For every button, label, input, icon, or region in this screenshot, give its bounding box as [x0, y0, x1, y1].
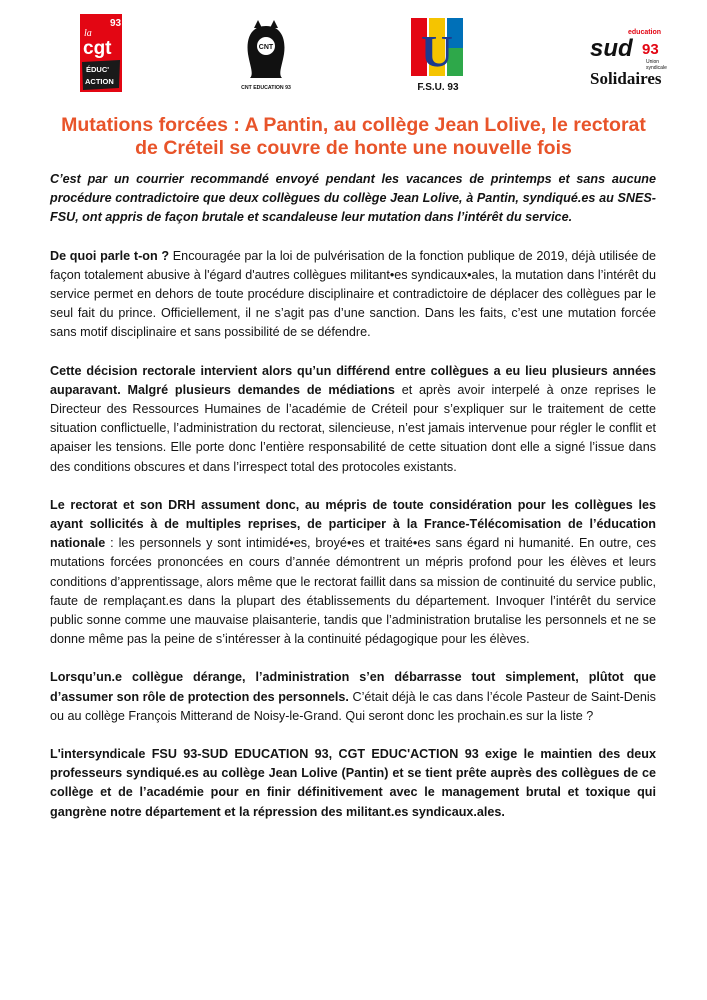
- fsu-letter: U: [421, 27, 453, 76]
- cnt-education-logo: [240, 18, 292, 92]
- sud-top: education: [628, 29, 662, 36]
- paragraph-2-lead: De quoi parle t-on ?: [50, 248, 170, 263]
- paragraph-5: [50, 668, 656, 726]
- closing-paragraph: [50, 745, 656, 822]
- sud-brand: sud: [590, 35, 633, 62]
- sud-education-solidaires-logo: [588, 26, 678, 88]
- paragraph-4: [50, 496, 656, 650]
- paragraph-2: [50, 247, 656, 343]
- cnt-caption: CNT EDUCATION 93: [241, 85, 291, 91]
- sud-bottom: Solidaires: [590, 69, 662, 88]
- closing-paragraph-text: L'intersyndicale FSU 93-SUD EDUCATION 93, CGT EDUC'ACTION 93 exige le maintien des deux professeurs syndiqué.es au collège Jean Lolive (Pantin) et se tient prête auprès des collègues de ce collège et de l’académie pour en finir définitivement avec le management brutal et toxique qui gangrène notre département et la répression des militant.es syndicaux.ales.: [50, 747, 656, 819]
- paragraph-3: [50, 362, 656, 477]
- paragraph-4-text: : les personnels y sont intimidé•es, broyé•es et traité•es sans égard ni humanité. En outre, ces mutations forcées prononcées en cours d’année démontrent un mépris profond pour les élèves et leurs conditions d’apprentissage, alors même que le rectorat faillit dans sa mission de continuité du service public, faute de remplaçant.es dans la plupart des établissements du département. Invoquer l’intérêt du service public sonne comme une mauvaise plaisanterie, tandis que l’administration brutalise les personnels et ne se donne même pas la peine de s’intéresser à la continuité pédagogique pour les élèves.: [50, 536, 656, 647]
- cgt-brand: cgt: [83, 38, 112, 59]
- intro-paragraph: C’est par un courrier recommandé envoyé pendant les vacances de printemps et sans aucune procédure contradictoire que deux collègues du collège Jean Lolive, à Pantin, syndiqué.es au SNES-FSU, ont appris de façon brutale et scandaleuse leur mutation dans l’intérêt du service.: [50, 172, 656, 225]
- cgt-educ: ÉDUC': [86, 65, 110, 74]
- sud-num: 93: [642, 41, 659, 58]
- paragraph-3-text: et après avoir interpelé à onze reprises le Directeur des Ressources Humaines de l’académie de Créteil pour s’expliquer sur le traitement de cette situation conflictuelle, l’administration du rectorat, silencieuse, n’est jamais intervenue pour régler le conflit et apaiser les tensions. Elle porte donc l’entière responsabilité de cette situation dont elle a signé l’issue dans des conditions obscures et dans l’irrespect total des protocoles existants.: [50, 382, 656, 474]
- paragraph-4-lead: Le rectorat et son DRH assument donc, au mépris de toute considération pour les collègues les ayant sollicités à de multiples reprises, de participer à la France-Télécomisation de l’éducation nationale: [50, 497, 656, 551]
- cnt-badge: CNT: [258, 44, 274, 51]
- cgt-action: ACTION: [85, 77, 114, 86]
- cgt-educaction-logo: [80, 14, 122, 92]
- paragraph-5-text: C’était déjà le cas dans l’école Pasteur de Saint-Denis ou au collège François Mitterand de Noisy-le-Grand. Qui seront donc les prochain.es sur la liste ?: [50, 689, 656, 723]
- sud-union1: Union: [646, 59, 660, 65]
- logo-banner: [0, 0, 707, 110]
- document-body: [50, 170, 656, 841]
- paragraph-5-lead: Lorsqu’un.e collègue dérange, l’administration s’en débarrasse tout simplement, plûtot que d’assumer son rôle de protection des personnels.: [50, 670, 656, 704]
- fsu-93-logo: [409, 14, 467, 94]
- cgt-number: 93: [110, 18, 122, 29]
- page-title: Mutations forcées : A Pantin, au collège Jean Lolive, le rectorat de Créteil se couvre de honte une nouvelle fois: [61, 114, 646, 159]
- fsu-caption: F.S.U. 93: [417, 82, 459, 93]
- paragraph-2-text: Encouragée par la loi de pulvérisation de la fonction publique de 2019, déjà utilisée de façon totalement abusive à l'égard d'autres collègues militant•es syndicaux•ales, la mutation dans l’intérêt du service permet en dehors de toute procédure disciplinaire et contradictoire de déplacer des collègues par le seul fait du prince. Officiellement, il ne s’agit pas d’une sanction. Dans les faits, c’est une mutation forcée sans motif disciplinaire et sans possibilité de se défendre.: [50, 248, 656, 340]
- paragraph-3-lead: Cette décision rectorale intervient alors qu’un différend entre collègues a eu lieu plusieurs années auparavant. Malgré plusieurs demandes de médiations: [50, 363, 656, 397]
- sud-union2: syndicale: [646, 65, 667, 71]
- cgt-la: la: [84, 28, 92, 39]
